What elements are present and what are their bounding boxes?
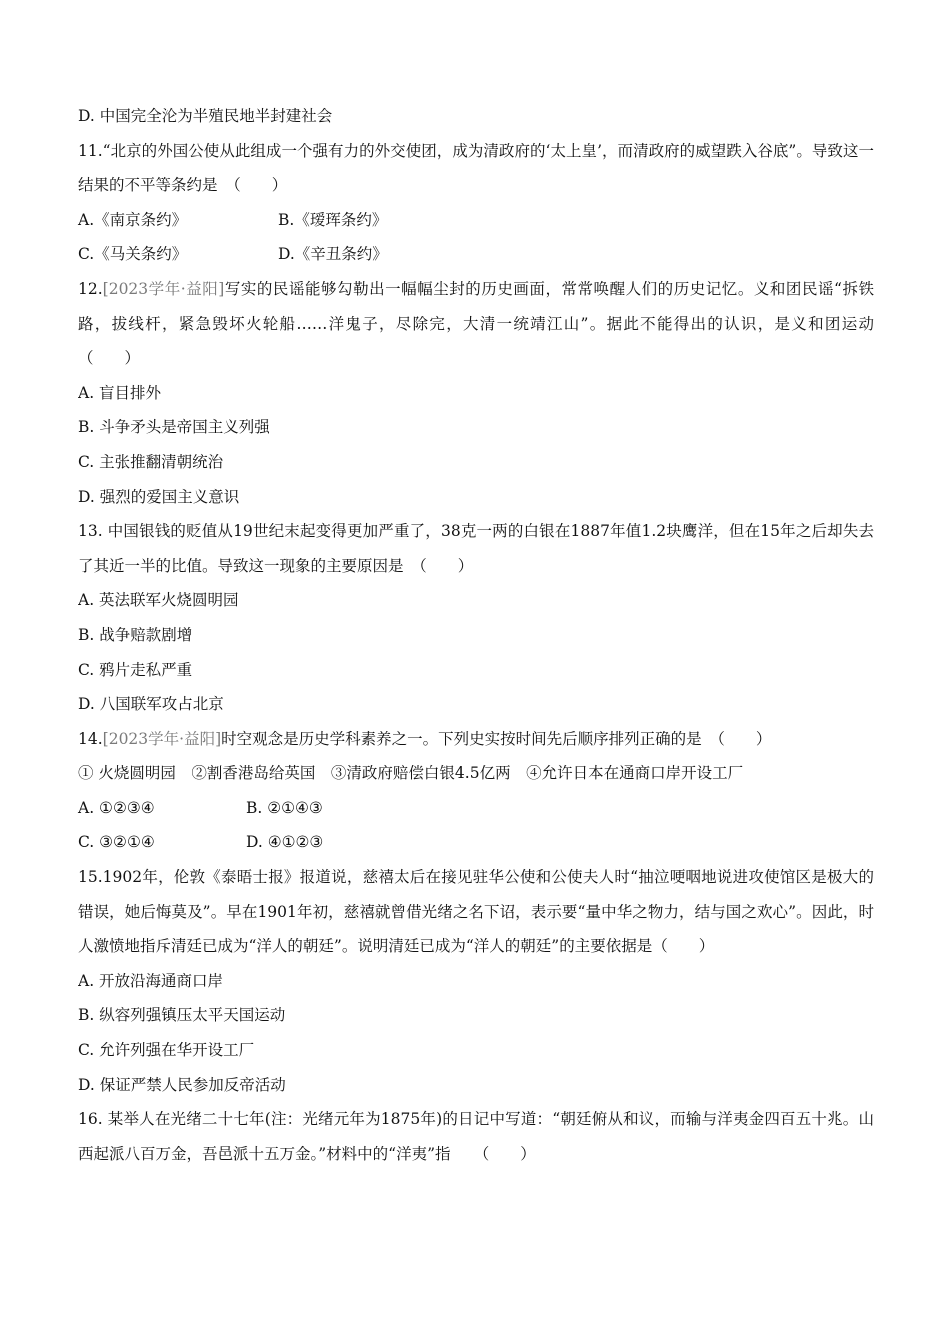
q13-option-d: D. 八国联军攻占北京 bbox=[78, 695, 224, 714]
q11-option-a: A.《南京条约》 bbox=[78, 210, 188, 229]
q14-option-a: A. ①②③④ bbox=[78, 798, 155, 817]
q13-option-a: A. 英法联军火烧圆明园 bbox=[78, 591, 239, 610]
q14-options-row-2 bbox=[78, 825, 874, 860]
q14-stem-block bbox=[78, 722, 874, 757]
q14-option-c: C. ③②①④ bbox=[78, 833, 155, 852]
q13-option-c: C. 鸦片走私严重 bbox=[78, 660, 193, 679]
q13-option-b: B. 战争赔款剧增 bbox=[78, 625, 193, 644]
question-11 bbox=[78, 134, 874, 272]
question-13 bbox=[78, 514, 874, 722]
question-12 bbox=[78, 272, 890, 514]
q11-stem: 11.“北京的外国公使从此组成一个强有力的外交使团，成为清政府的‘太上皇’，而清政府的威望跌入谷底”。导致这一结果的不平等条约是 （ ） bbox=[78, 141, 874, 195]
exam-page bbox=[78, 99, 890, 1171]
q12-option-a: A. 盲目排外 bbox=[78, 383, 162, 402]
question-14 bbox=[78, 722, 874, 860]
q15-option-b: B. 纵容列强镇压太平天国运动 bbox=[78, 1006, 286, 1025]
q11-option-b: B.《瑷珲条约》 bbox=[278, 210, 388, 229]
q14-options-row-1 bbox=[78, 791, 874, 826]
q16-stem: 16. 某举人在光绪二十七年(注：光绪元年为1875年)的日记中写道：“朝廷俯从和议，而输与洋夷金四百五十兆。山西起派八百万金，吾邑派十五万金。”材料中的“洋夷”指 （ ） bbox=[78, 1110, 874, 1163]
q14-stem: 时空观念是历史学科素养之一。下列史实按时间先后顺序排列正确的是 （ ） bbox=[221, 729, 772, 748]
q11-option-d: D.《辛丑条约》 bbox=[278, 245, 388, 264]
q12-stem-block bbox=[78, 272, 890, 376]
q14-source-tag: [2023学年·益阳] bbox=[102, 729, 222, 748]
q12-stem: 写实的民谣能够勾勒出一幅幅尘封的历史画面，常常唤醒人们的历史记忆。义和团民谣“拆铁路，拔线杆，紧急毁坏火轮船……洋鬼子，尽除完，大清一统靖江山”。据此不能得出的认识，是义和团运动 （ ） bbox=[78, 279, 890, 368]
q14-items: ① 火烧圆明园 ②割香港岛给英国 ③清政府赔偿白银4.5亿两 ④允许日本在通商口岸开设工厂 bbox=[78, 764, 744, 783]
q12-number: 12. bbox=[78, 279, 103, 298]
question-15 bbox=[78, 860, 874, 1102]
q15-stem: 15.1902年，伦敦《泰晤士报》报道说，慈禧太后在接见驻华公使和公使夫人时“抽泣哽咽地说进攻使馆区是极大的错误，她后悔莫及”。早在1901年初，慈禧就曾借光绪之名下诏，表示要“量中华之物力，结与国之欢心”。因此，时人激愤地指斥清廷已成为“洋人的朝廷”。说明清廷已成为“洋人的朝廷”的主要依据是（ ） bbox=[78, 868, 874, 956]
q15-option-a: A. 开放沿海通商口岸 bbox=[78, 971, 224, 990]
q11-options-row-1 bbox=[78, 203, 874, 238]
q15-option-d: D. 保证严禁人民参加反帝活动 bbox=[78, 1075, 286, 1094]
q12-option-d: D. 强烈的爱国主义意识 bbox=[78, 487, 240, 506]
q12-source-tag: [2023学年·益阳] bbox=[102, 279, 225, 298]
q14-option-d: D. ④①②③ bbox=[246, 833, 324, 852]
q11-options-row-2 bbox=[78, 237, 874, 272]
question-16 bbox=[78, 1102, 874, 1171]
q12-option-b: B. 斗争矛头是帝国主义列强 bbox=[78, 418, 270, 437]
q12-option-c: C. 主张推翻清朝统治 bbox=[78, 452, 224, 471]
q15-option-c: C. 允许列强在华开设工厂 bbox=[78, 1041, 255, 1060]
q13-stem: 13. 中国银钱的贬值从19世纪末起变得更加严重了，38克一两的白银在1887年值1.2块鹰洋，但在15年之后却失去了其近一半的比值。导致这一现象的主要原因是 （ ） bbox=[78, 522, 874, 575]
q11-option-c: C.《马关条约》 bbox=[78, 245, 188, 264]
q10-option-d: D. 中国完全沦为半殖民地半封建社会 bbox=[78, 107, 333, 125]
q14-option-b: B. ②①④③ bbox=[246, 798, 323, 817]
q14-number: 14. bbox=[78, 729, 103, 748]
